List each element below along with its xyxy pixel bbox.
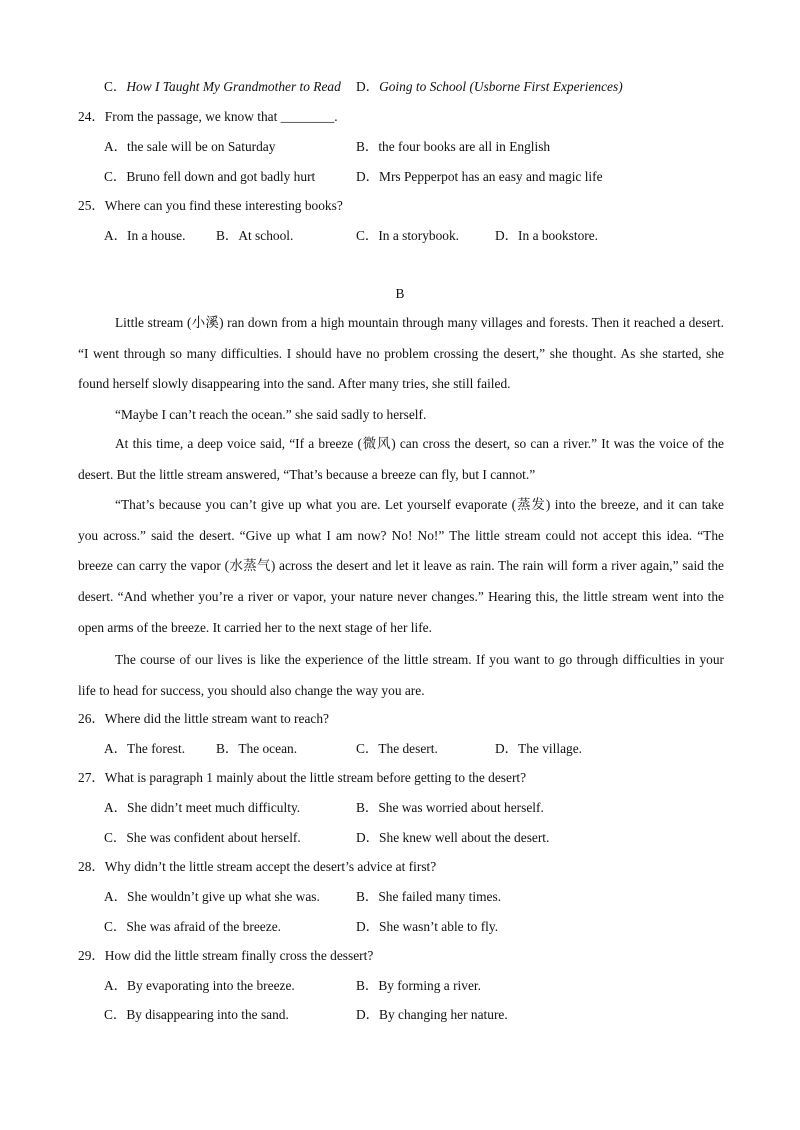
question-25-option-c: C．In a storybook. [356, 228, 460, 243]
question-26-option-d: D．The village. [495, 741, 583, 756]
q23-option-c-letter: C． [104, 79, 127, 94]
passage-paragraph-5: The course of our lives is like the experience of the little stream. If you want to go through difficulties in your life to head for success, you should also change the way you are. [78, 652, 724, 698]
question-26-option-a: A．The forest. [104, 741, 186, 756]
question-27-option-b: B．She was worried about herself. [356, 800, 544, 815]
question-24-title: 24．From the passage, we know that ________. [78, 109, 338, 124]
question-29-option-b: B．By forming a river. [356, 978, 481, 993]
question-28-option-b: B．She failed many times. [356, 889, 502, 904]
question-25-option-d: D．In a bookstore. [495, 228, 599, 243]
question-26-option-c: C．The desert. [356, 741, 438, 756]
question-25-option-a: A．In a house. [104, 228, 186, 243]
passage-paragraph-4: “That’s because you can’t give up what you are. Let yourself evaporate (蒸发) into the breeze, and it can take you across.” said the desert. “Give up what I am now? No! No!” The little stream could not accept this idea. “The breeze can carry the vapor (水蒸气) across the desert and let it leave as rain. The rain will form a river again,” said the desert. “And whether you’re a river or vapor, your nature never changes.” Hearing this, the little stream went into the open arms of the breeze. It carried her to the next stage of her life. [78, 497, 724, 635]
question-28-option-c: C．She was afraid of the breeze. [104, 919, 281, 934]
q23-option-d [356, 80, 623, 93]
q23-option-d-letter: D． [356, 79, 380, 94]
q23-option-c-text: How I Taught My Grandmother to Read [126, 79, 341, 94]
question-26-option-b: B．The ocean. [216, 741, 298, 756]
question-28-title: 28．Why didn’t the little stream accept the desert’s advice at first? [78, 859, 437, 874]
question-24-option-b: B．the four books are all in English [356, 139, 551, 154]
passage-paragraph-3: At this time, a deep voice said, “If a breeze (微风) can cross the desert, so can a river.” It was the voice of the desert. But the little stream answered, “That’s because a breeze can fly, but I cannot.” [78, 436, 724, 482]
passage-paragraph-1: Little stream (小溪) ran down from a high mountain through many villages and forests. Then it reached a desert. “I went through so many difficulties. I should have no problem crossing the desert,” she thought. As she started, she found herself slowly disappearing into the sand. After many tries, she still failed. [78, 315, 724, 392]
q23-option-c [104, 80, 341, 93]
question-29-option-d: D．By changing her nature. [356, 1007, 508, 1022]
question-27-option-a: A．She didn’t meet much difficulty. [104, 800, 301, 815]
question-25-option-b: B．At school. [216, 228, 294, 243]
section-b-label: B [395, 286, 405, 301]
question-28-option-a: A．She wouldn’t give up what she was. [104, 889, 320, 904]
question-27-option-d: D．She knew well about the desert. [356, 830, 550, 845]
question-24-option-c: C．Bruno fell down and got badly hurt [104, 169, 316, 184]
question-28-option-d: D．She wasn’t able to fly. [356, 919, 499, 934]
passage-paragraph-2: “Maybe I can’t reach the ocean.” she said sadly to herself. [115, 407, 427, 422]
q23-option-d-text: Going to School (Usborne First Experiences) [379, 79, 623, 94]
question-29-title: 29．How did the little stream finally cross the dessert? [78, 948, 374, 963]
question-25-title: 25．Where can you find these interesting books? [78, 198, 343, 213]
question-24-option-d: D．Mrs Pepperpot has an easy and magic life [356, 169, 603, 184]
question-27-option-c: C．She was confident about herself. [104, 830, 301, 845]
question-26-title: 26．Where did the little stream want to reach? [78, 711, 329, 726]
question-27-title: 27．What is paragraph 1 mainly about the little stream before getting to the desert? [78, 770, 527, 785]
question-24-option-a: A．the sale will be on Saturday [104, 139, 276, 154]
question-29-option-c: C．By disappearing into the sand. [104, 1007, 289, 1022]
question-29-option-a: A．By evaporating into the breeze. [104, 978, 295, 993]
